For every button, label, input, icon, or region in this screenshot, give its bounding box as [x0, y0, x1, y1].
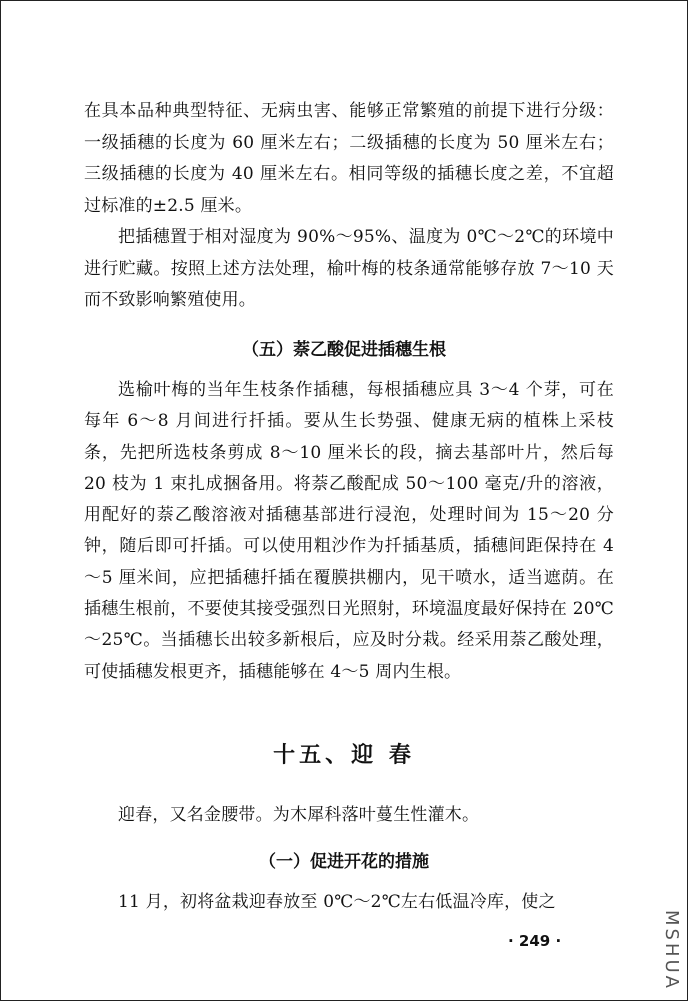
- paragraph-4: 迎春，又名金腰带。为木犀科落叶蔓生性灌木。: [118, 805, 480, 825]
- paragraph-2: 把插穗置于相对湿度为 90%～95%、温度为 0℃～2℃的环境中进行贮藏。按照上述方法处理，榆叶梅的枝条通常能够存放 7～10 天而不致影响繁殖使用。: [84, 227, 614, 310]
- paragraph-3: 选榆叶梅的当年生枝条作插穗，每根插穗应具 3～4 个芽，可在每年 6～8 月间进行扦插。要从生长势强、健康无病的植株上采枝条，先把所选枝条剪成 8～10 厘米长的段，摘去基部叶片，然后每 20 枝为 1 束扎成捆备用。将萘乙酸配成 50～100 毫克/升的溶液，用配好的萘乙酸溶液对插穗基部进行浸泡，处理时间为 15～20 分钟，随后即可扦插。可以使用粗沙作为扦插基质，插穗间距保持在 4～5 厘米间，应把插穗扦插在覆膜拱棚内，见干喷水，适当遮荫。在插穗生根前，不要使其接受强烈日光照射，环境温度最好保持在 20℃～25℃。当插穗长出较多新根后，应及时分栽。经采用萘乙酸处理，可使插穗发根更齐，插穗能够在 4～5 周内生根。: [84, 380, 614, 682]
- section-title: 十五、迎 春: [273, 743, 415, 768]
- paragraph-1: 在具本品种典型特征、无病虫害、能够正常繁殖的前提下进行分级：一级插穗的长度为 60 厘米左右；二级插穗的长度为 50 厘米左右；三级插穗的长度为 40 厘米左右。相同等级的插穗长度之差，不宜超过标准的±2.5 厘米。: [84, 101, 614, 216]
- page-number: · 249 ·: [508, 932, 562, 950]
- subsection-heading-5: （五）萘乙酸促进插穗生根: [242, 340, 446, 360]
- subsection-heading-1: （一）促进开花的措施: [259, 852, 429, 872]
- watermark: MSHUA: [661, 910, 682, 991]
- paragraph-5: 11 月，初将盆栽迎春放至 0℃～2℃左右低温冷库，使之: [118, 892, 556, 912]
